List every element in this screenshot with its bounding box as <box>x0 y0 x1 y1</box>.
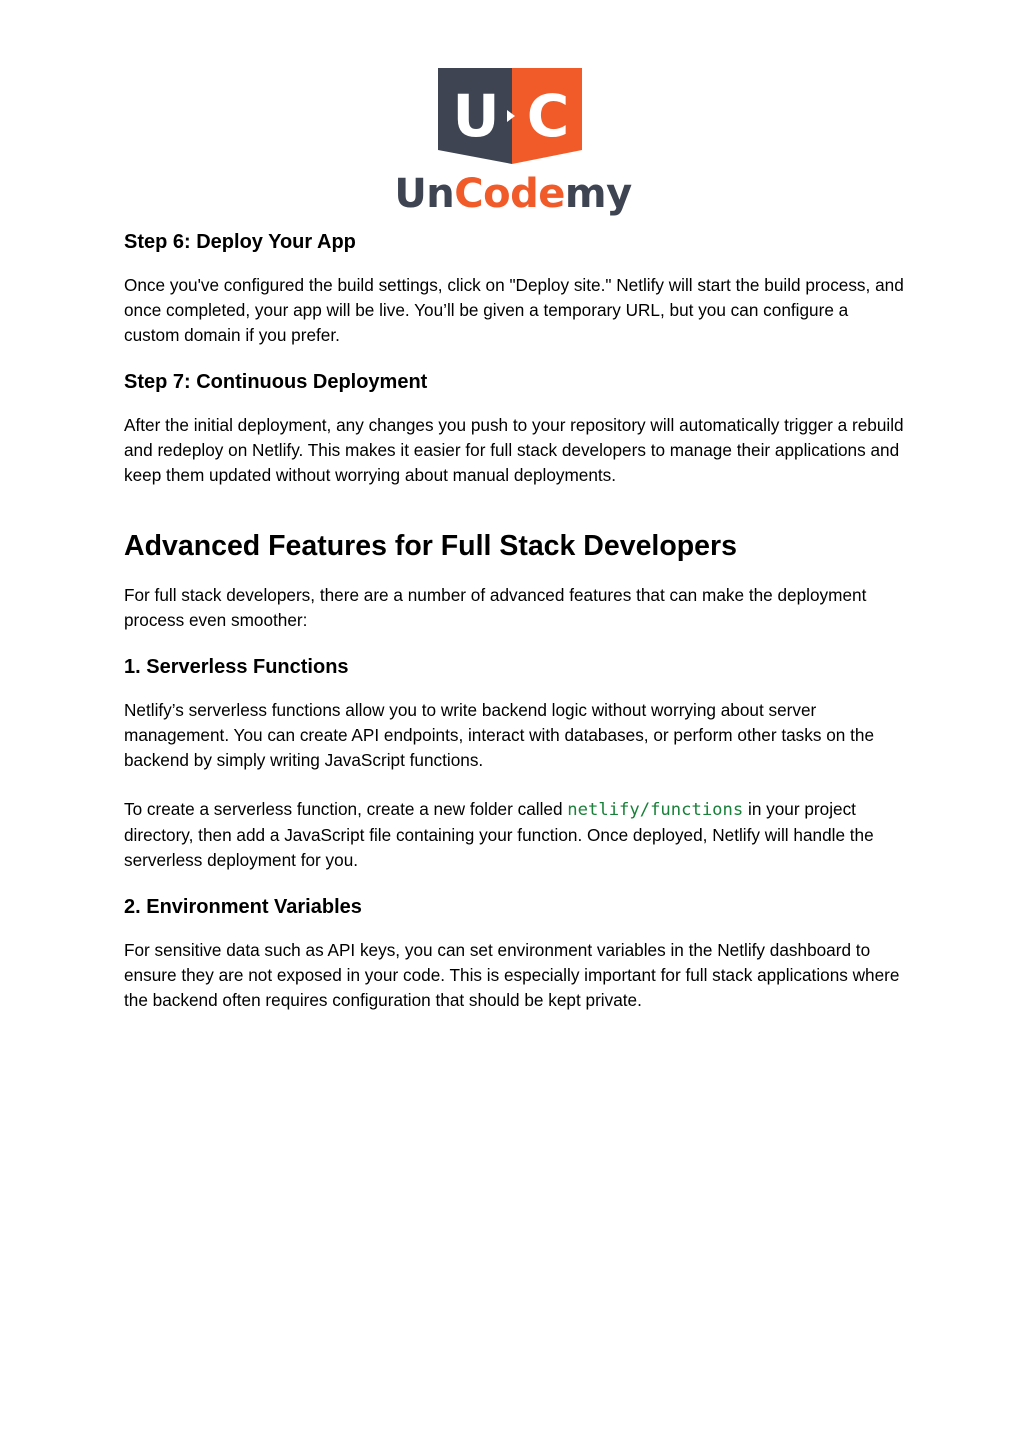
environment-variables-paragraph: For sensitive data such as API keys, you can set environment variables in the Netlify dashboard to ensure they are not exposed in your code. This is especially important for full stack applications where the backend often requires configuration that should be kept private. <box>124 940 900 1010</box>
serverless-p2-after: in your project directory, then add a JavaScript file containing your function. Once deployed, Netlify will handle the serverless deployment for you. <box>124 799 874 870</box>
logo-letter-c: C <box>526 82 570 150</box>
logo-letter-u: U <box>452 82 500 150</box>
serverless-p2-before: To create a serverless function, create a new folder called <box>124 799 568 819</box>
logo-word-my: my <box>564 171 632 217</box>
logo-word-un: Un <box>394 171 455 217</box>
serverless-functions-heading: 1. Serverless Functions <box>124 656 349 678</box>
step7-heading: Step 7: Continuous Deployment <box>124 371 428 393</box>
netlify-functions-code: netlify/functions <box>567 800 744 820</box>
step6-paragraph: Once you've configured the build settings, click on "Deploy site." Netlify will start the build process, and once completed, your app will be live. You’ll be given a temporary URL, but you can configure a custom domain if you prefer. <box>124 275 904 345</box>
uc-logo-mark <box>390 62 636 170</box>
step6-heading: Step 6: Deploy Your App <box>124 231 356 253</box>
step7-paragraph: After the initial deployment, any changes you push to your repository will automatically trigger a rebuild and redeploy on Netlify. This makes it easier for full stack developers to manage their applications and keep them updated without worrying about manual deployments. <box>124 415 904 485</box>
document-content <box>124 226 904 1013</box>
logo-wordmark <box>390 170 636 218</box>
advanced-features-heading: Advanced Features for Full Stack Developers <box>124 530 737 562</box>
uncodemy-logo <box>390 62 636 222</box>
environment-variables-heading: 2. Environment Variables <box>124 896 362 918</box>
serverless-paragraph-1: Netlify’s serverless functions allow you to write backend logic without worrying about server management. You can create API endpoints, interact with databases, or perform other tasks on the backend by simply writing JavaScript functions. <box>124 700 875 770</box>
serverless-paragraph-2 <box>124 797 904 873</box>
logo-word-code: Code <box>454 171 565 217</box>
advanced-features-intro: For full stack developers, there are a number of advanced features that can make the deployment process even smoother: <box>124 585 867 630</box>
